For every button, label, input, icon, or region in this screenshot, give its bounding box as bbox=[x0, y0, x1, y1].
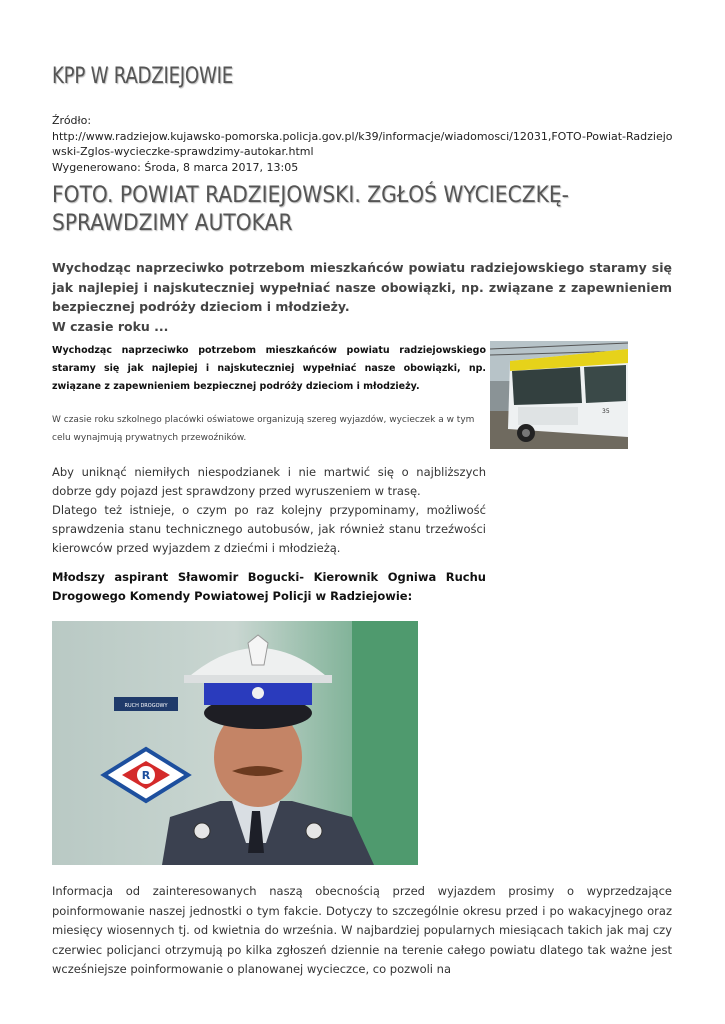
quote-author: Młodszy aspirant Sławomir Bogucki- Kierownik Ogniwa Ruchu Drogowego Komendy Powiatowej Policji w Radziejowie: bbox=[52, 570, 486, 603]
source-block bbox=[52, 113, 677, 175]
paragraph-2: Dlatego też istnieje, o czym po raz kolejny przypominamy, możliwość sprawdzenia stanu technicznego autobusów, jak również stanu trzeźwości kierowców przed wyjazdem z dziećmi i młodzieżą. bbox=[52, 503, 486, 555]
bus-photo bbox=[490, 341, 628, 449]
lead-more: W czasie roku ... bbox=[52, 318, 169, 334]
svg-text:R: R bbox=[141, 769, 151, 782]
door-sign-label: RUCH DROGOWY bbox=[124, 703, 168, 709]
intro-paragraph: W czasie roku szkolnego placówki oświatowe organizują szereg wyjazdów, wycieczek a w tym celu wynajmują prywatnych przewoźników. bbox=[52, 415, 475, 443]
generated-date: Wygenerowano: Środa, 8 marca 2017, 13:05 bbox=[52, 160, 299, 174]
article-title: FOTO. POWIAT RADZIEJOWSKI. ZGŁOŚ WYCIECZKĘ-SPRAWDZIMY AUTOKAR bbox=[52, 183, 569, 236]
lead-text: Wychodząc naprzeciwko potrzebom mieszkańców powiatu radziejowskiego staramy się jak najlepiej i najskuteczniej wypełniać nasze obowiązki, np. związane z zapewnieniem bezpiecznej podróży dzieciom i młodzieży. bbox=[52, 260, 672, 314]
intro-bold-paragraph: Wychodząc naprzeciwko potrzebom mieszkańców powiatu radziejowskiego staramy się jak najlepiej i najskuteczniej wypełniać nasze obowiązki, np. związane z zapewnieniem bezpiecznej podróży dzieciom i młodzieży. bbox=[52, 345, 486, 392]
article-lead bbox=[52, 258, 672, 336]
source-url[interactable]: http://www.radziejow.kujawsko-pomorska.policja.gov.pl/k39/informacje/wiadomosci/12031,FOTO-Powiat-Radziejowski-Zglos-wycieczke-sprawdzimy-autokar.html bbox=[52, 129, 673, 158]
svg-text:35: 35 bbox=[602, 408, 610, 415]
source-label: Źródło: bbox=[52, 114, 92, 127]
article-body-2: Informacja od zainteresowanych naszą obecnością przed wyjazdem prosimy o wyprzedzające poinformowanie naszej jednostki o tym fakcie. Dotyczy to szczególnie okresu przed i po wakacyjnego oraz miesięcy wiosennych tj. od kwietnia do września. W najbardziej popularnych miesiącach takich jak maj czy czerwiec policjanci otrzymują po kilka zgłoszeń dziennie na terenie całego powiatu dlatego tak ważne jest wcześniejsze poinformowanie o planowanej wycieczce, co pozwoli na bbox=[52, 884, 672, 976]
site-title: KPP W RADZIEJOWIE bbox=[52, 64, 234, 89]
paragraph-1: Aby uniknąć niemiłych niespodzianek i nie martwić się o najbliższych dobrze gdy pojazd jest sprawdzony przed wyruszeniem w trasę. bbox=[52, 465, 486, 498]
officer-photo bbox=[52, 621, 418, 865]
article-body-1 bbox=[52, 463, 486, 558]
